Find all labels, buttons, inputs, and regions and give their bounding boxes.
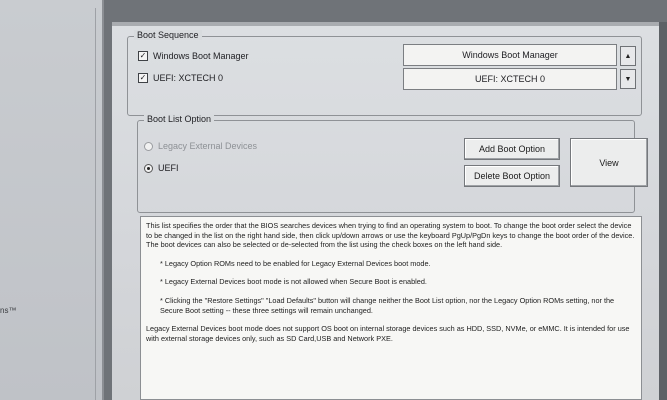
left-navigation-pane: [0, 0, 104, 400]
help-description-box: [140, 216, 642, 400]
help-bullet-2: * Legacy External Devices boot mode is not allowed when Secure Boot is enabled.: [160, 277, 427, 287]
boot-list-option-group: [137, 114, 635, 213]
left-pane-divider: [95, 8, 96, 400]
left-pane-text-fragment: ns™: [0, 306, 17, 315]
boot-sequence-legend: Boot Sequence: [134, 30, 202, 40]
radio-button-icon[interactable]: [144, 142, 153, 151]
boot-sequence-group: [127, 30, 642, 116]
settings-panel: [112, 22, 667, 400]
help-bullet-1: * Legacy Option ROMs need to be enabled for Legacy External Devices boot mode.: [160, 258, 431, 268]
view-button[interactable]: View: [570, 138, 648, 187]
boot-item-windows-boot-manager[interactable]: [138, 49, 249, 63]
radio-label: Legacy External Devices: [158, 141, 258, 151]
boot-item-label: UEFI: XCTECH 0: [153, 73, 224, 83]
help-outro-text: Legacy External Devices boot mode does not support OS boot on internal storage devices such as HDD, SSD, NVMe, or eMMC. It is intended for use with external storage devices only, such as SD Card,USB and Network PXE.: [146, 324, 630, 343]
radio-legacy-external-devices[interactable]: [144, 141, 257, 151]
panel-right-edge: [659, 22, 667, 400]
boot-item-label: Windows Boot Manager: [153, 51, 249, 61]
add-boot-option-button[interactable]: Add Boot Option: [464, 138, 560, 160]
panel-top-border: [112, 22, 667, 26]
checkbox-windows-boot-manager[interactable]: ✓: [139, 51, 147, 60]
move-down-arrow-icon[interactable]: ▼: [620, 69, 636, 89]
delete-boot-option-button[interactable]: Delete Boot Option: [464, 165, 560, 187]
help-intro-text: This list specifies the order that the BIOS searches devices when trying to find an operating system to boot. To change the boot order select the device to be changed in the list on the right hand side, then click up/down arrows or use the keyboard PgUp/PgDn keys to change the boot order of the device. The boot devices can also be selected or de-selected from the list using the check boxes on the left hand side.: [146, 221, 635, 250]
radio-uefi[interactable]: [144, 163, 179, 173]
boot-order-list-item-1[interactable]: Windows Boot Manager: [403, 44, 617, 66]
checkbox-uefi-xctech[interactable]: ✓: [139, 73, 147, 82]
move-up-arrow-icon[interactable]: ▲: [620, 46, 636, 66]
help-bullet-3: * Clicking the "Restore Settings" "Load Defaults" button will change neither the Boot List option, nor the Legacy Option ROMs setting, nor the Secure Boot setting -- these three settings will remain unchanged.: [160, 295, 615, 315]
boot-item-uefi-xctech[interactable]: [138, 71, 223, 85]
radio-label: UEFI: [158, 163, 179, 173]
radio-button-selected-icon[interactable]: [144, 164, 153, 173]
boot-list-option-legend: Boot List Option: [144, 114, 214, 124]
boot-order-list-item-2[interactable]: UEFI: XCTECH 0: [403, 68, 617, 90]
